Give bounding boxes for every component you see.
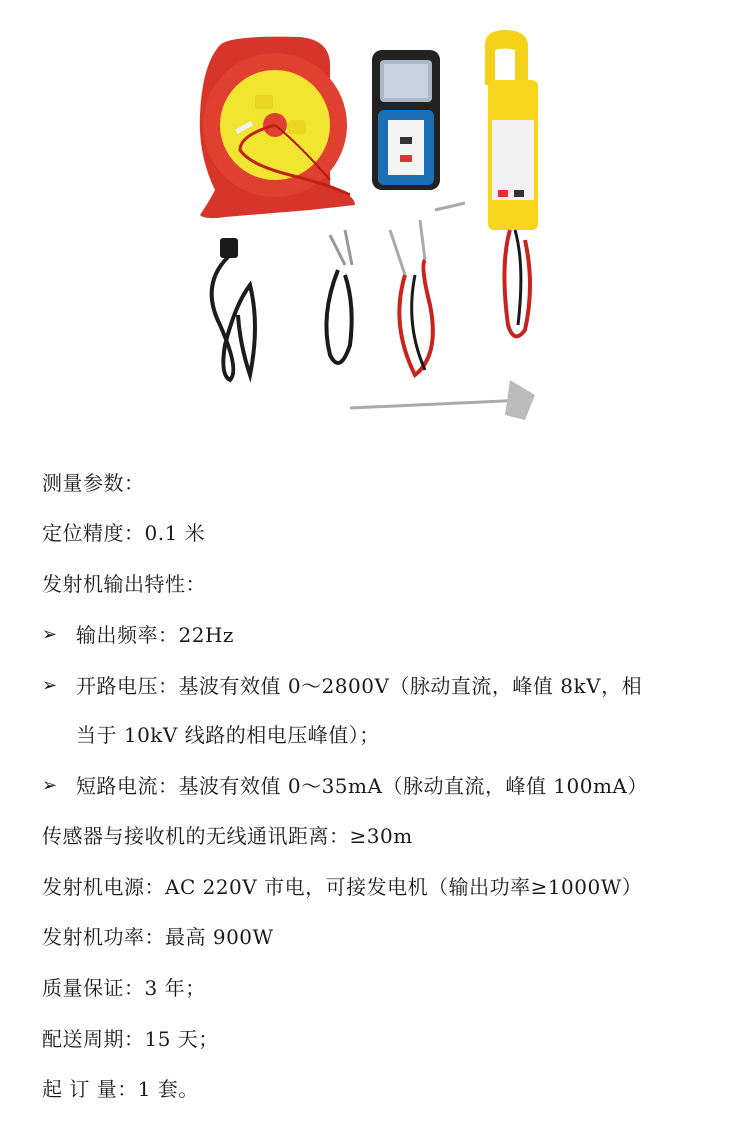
spec-open-voltage-line1: 开路电压：基波有效值 0～2800V（脉动直流，峰值 8kV，相 [76,674,643,698]
spec-accuracy: 定位精度：0.1 米 [42,521,206,545]
spec-warranty: 质量保证：3 年； [42,976,206,1000]
spec-moq: 起 订 量：1 套。 [42,1077,199,1101]
test-lead-black-image [326,230,352,363]
test-lead-red-image [390,203,465,375]
spec-power: 发射机功率：最高 900W [42,925,274,949]
spec-delivery: 配送周期：15 天； [42,1027,219,1051]
spec-short-current: 短路电流：基波有效值 0～35mA（脉动直流，峰值 100mA） [76,774,648,798]
bullet-icon: ➢ [42,624,58,645]
spec-open-voltage-line2: 当于 10kV 线路的相电压峰值）； [76,723,380,747]
spec-measure-params: 测量参数： [42,471,145,495]
ground-rod-image [350,380,535,420]
power-cord-image [212,238,255,380]
spec-transmitter-output: 发射机输出特性： [42,572,206,596]
spec-wireless-distance: 传感器与接收机的无线通讯距离：≥30m [42,824,413,848]
receiver-device-image [372,50,440,190]
spec-power-source: 发射机电源：AC 220V 市电，可接发电机（输出功率≥1000W） [42,875,643,899]
bullet-icon: ➢ [42,775,58,796]
clamp-meter-image [485,30,538,336]
product-photo [180,25,580,425]
cable-reel-image [200,37,355,218]
bullet-icon: ➢ [42,675,58,696]
spec-frequency: 输出频率：22Hz [76,623,234,647]
